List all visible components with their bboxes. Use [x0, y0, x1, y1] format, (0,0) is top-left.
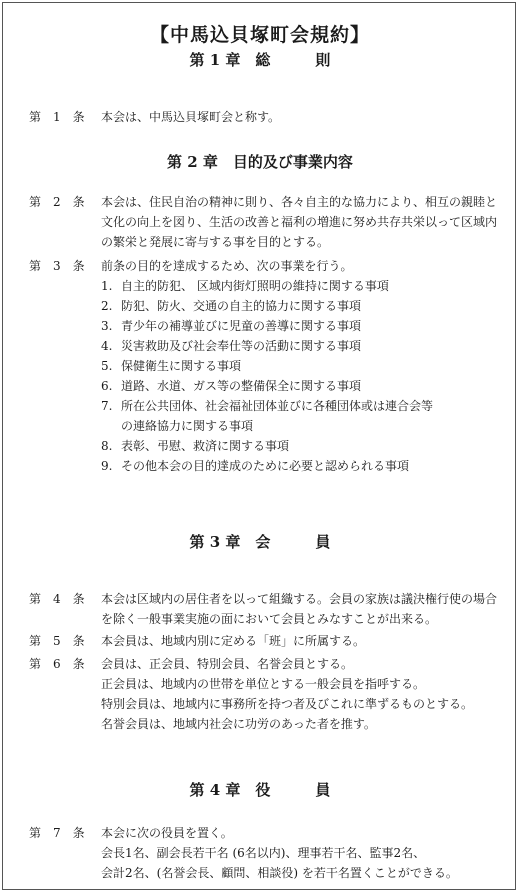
article-line: 会員は、正会員、特別会員、名誉会員とする。 [101, 657, 354, 671]
item-text: 表彰、弔慰、救済に関する事項 [121, 439, 290, 453]
item-text: 自主的防犯、 区域内街灯照明の維持に関する事項 [121, 279, 389, 293]
item-number: 6. [101, 379, 113, 393]
article-6-text [101, 654, 501, 734]
article-4-label: 第 4 条 [29, 592, 85, 606]
article-7-text [101, 823, 501, 883]
article-line: 正会員は、地域内の世帯を単位とする一般会員を指呼する。 [101, 677, 426, 691]
item-number: 4. [101, 339, 113, 353]
list-item [101, 296, 501, 316]
chapter-2-heading: 第 2 章 目的及び事業内容 [167, 153, 353, 171]
article-line: 会計2名、(名誉会長、顧問、相談役) を若干名置くことができる。 [101, 866, 458, 880]
list-item [101, 316, 501, 336]
document-page [2, 2, 516, 890]
item-number: 5. [101, 359, 113, 373]
chapter-4-heading: 第 4 章 役 員 [189, 781, 331, 799]
article-line: 会長1名、副会長若干名 (6名以内)、理事若干名、監事2名、 [101, 846, 426, 860]
article-1-text: 本会は、中馬込貝塚町会と称す。 [101, 110, 281, 124]
item-number: 9. [101, 459, 113, 473]
article-1-label: 第 1 条 [29, 110, 85, 124]
article-3-items [101, 276, 501, 476]
item-number: 1. [101, 279, 113, 293]
article-2-label: 第 2 条 [29, 195, 85, 209]
item-text: 防犯、防火、交通の自主的協力に関する事項 [121, 299, 362, 313]
item-number: 7. [101, 399, 113, 413]
list-item [101, 356, 501, 376]
article-4-text: 本会は区域内の居住者を以って組織する。会員の家族は議決権行使の場合を除く一般事業実施の面において会員とみなすことが出来る。 [101, 592, 498, 626]
article-3-label: 第 3 条 [29, 259, 85, 273]
item-number: 3. [101, 319, 113, 333]
list-item [101, 336, 501, 356]
item-text: 道路、水道、ガス等の整備保全に関する事項 [121, 379, 362, 393]
chapter-1-heading: 第 1 章 総 則 [189, 51, 331, 69]
article-5-label: 第 5 条 [29, 634, 85, 648]
list-item [101, 276, 501, 296]
document-title: 【中馬込貝塚町会規約】 [149, 24, 370, 46]
article-line: 本会に次の役員を置く。 [101, 826, 233, 840]
item-text: 災害救助及び社会奉仕等の活動に関する事項 [121, 339, 362, 353]
article-3-text: 前条の目的を達成するため、次の事業を行う。 [101, 259, 353, 273]
list-item [101, 396, 441, 436]
article-7-label: 第 7 条 [29, 826, 85, 840]
article-line: 特別会員は、地域内に事務所を持つ者及びこれに準ずるものとする。 [101, 697, 474, 711]
article-6-label: 第 6 条 [29, 657, 85, 671]
list-item [101, 456, 501, 476]
item-text: その他本会の目的達成のために必要と認められる事項 [121, 459, 410, 473]
article-2-text: 本会は、住民自治の精神に則り、各々自主的な協力により、相互の親睦と文化の向上を図り、生活の改善と福利の増進に努め共存共栄以って区域内の繁栄と発展に寄与する事を目的とする。 [101, 195, 498, 249]
item-text: 青少年の補導並びに児童の善導に関する事項 [121, 319, 362, 333]
item-text: 所在公共団体、社会福祉団体並びに各種団体或は連合会等の連絡協力に関する事項 [121, 399, 434, 433]
list-item [101, 436, 501, 456]
article-5-text: 本会員は、地域内別に定める「班」に所属する。 [101, 634, 366, 648]
item-number: 8. [101, 439, 113, 453]
article-line: 名誉会員は、地域内社会に功労のあった者を推す。 [101, 717, 376, 731]
chapter-3-heading: 第 3 章 会 員 [189, 533, 331, 551]
item-number: 2. [101, 299, 113, 313]
list-item [101, 376, 501, 396]
item-text: 保健衛生に関する事項 [121, 359, 242, 373]
